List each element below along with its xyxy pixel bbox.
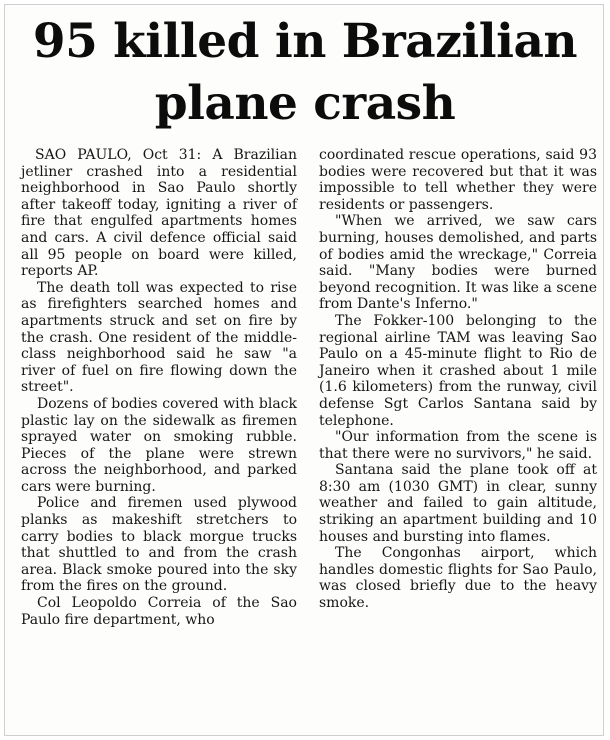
paragraph: Santana said the plane took off at 8:30 am (1030 GMT) in clear, sunny weather and failed to gain altitude, striking an apartment building and 10 houses and bursting into flames. xyxy=(319,462,597,545)
headline-line-2: plane crash xyxy=(154,76,456,131)
paragraph: Dozens of bodies covered with black plastic lay on the sidewalk as firemen sprayed water on smoking rubble. Pieces of the plane were strewn across the neighborhood, and parked cars were burning. xyxy=(21,395,297,495)
right-column xyxy=(319,147,597,612)
left-column xyxy=(21,147,297,628)
paragraph: "When we arrived, we saw cars burning, houses demolished, and parts of bodies amid the wreckage," Correia said. "Many bodies were burned beyond recognition. It was like a scene from Dante's Inferno." xyxy=(319,213,597,313)
paragraph: The Congonhas airport, which handles domestic flights for Sao Paulo, was closed briefly due to the heavy smoke. xyxy=(319,545,597,612)
paragraph: The Fokker-100 belonging to the regional airline TAM was leaving Sao Paulo on a 45-minute flight to Rio de Janeiro when it crashed about 1 mile (1.6 kilometers) from the runway, civil defense Sgt Carlos Santana said by telephone. xyxy=(319,312,597,429)
paragraph: Police and firemen used plywood planks as makeshift stretchers to carry bodies to black morgue trucks that shuttled to and from the crash area. Black smoke poured into the sky from the fires on the ground. xyxy=(21,495,297,595)
newspaper-clipping xyxy=(4,4,604,736)
paragraph: The death toll was expected to rise as firefighters searched homes and apartments struck and set on fire by the crash. One resident of the middle-class neighborhood said he saw "a river of fuel on fire flowing down the street". xyxy=(21,279,297,396)
headline xyxy=(5,11,604,135)
paragraph: "Our information from the scene is that there were no survivors," he said. xyxy=(319,429,597,462)
headline-line-1: 95 killed in Brazilian xyxy=(32,14,578,69)
paragraph: SAO PAULO, Oct 31: A Brazilian jetliner crashed into a residential neighborhood in Sao Paulo shortly after takeoff today, igniting a river of fire that engulfed apartments homes and cars. A civil defence official said all 95 people on board were killed, reports AP. xyxy=(21,147,297,280)
paragraph: Col Leopoldo Correia of the Sao Paulo fire department, who xyxy=(21,595,297,628)
paragraph: coordinated rescue operations, said 93 bodies were recovered but that it was impossible to tell whether they were residents or passengers. xyxy=(319,147,597,213)
